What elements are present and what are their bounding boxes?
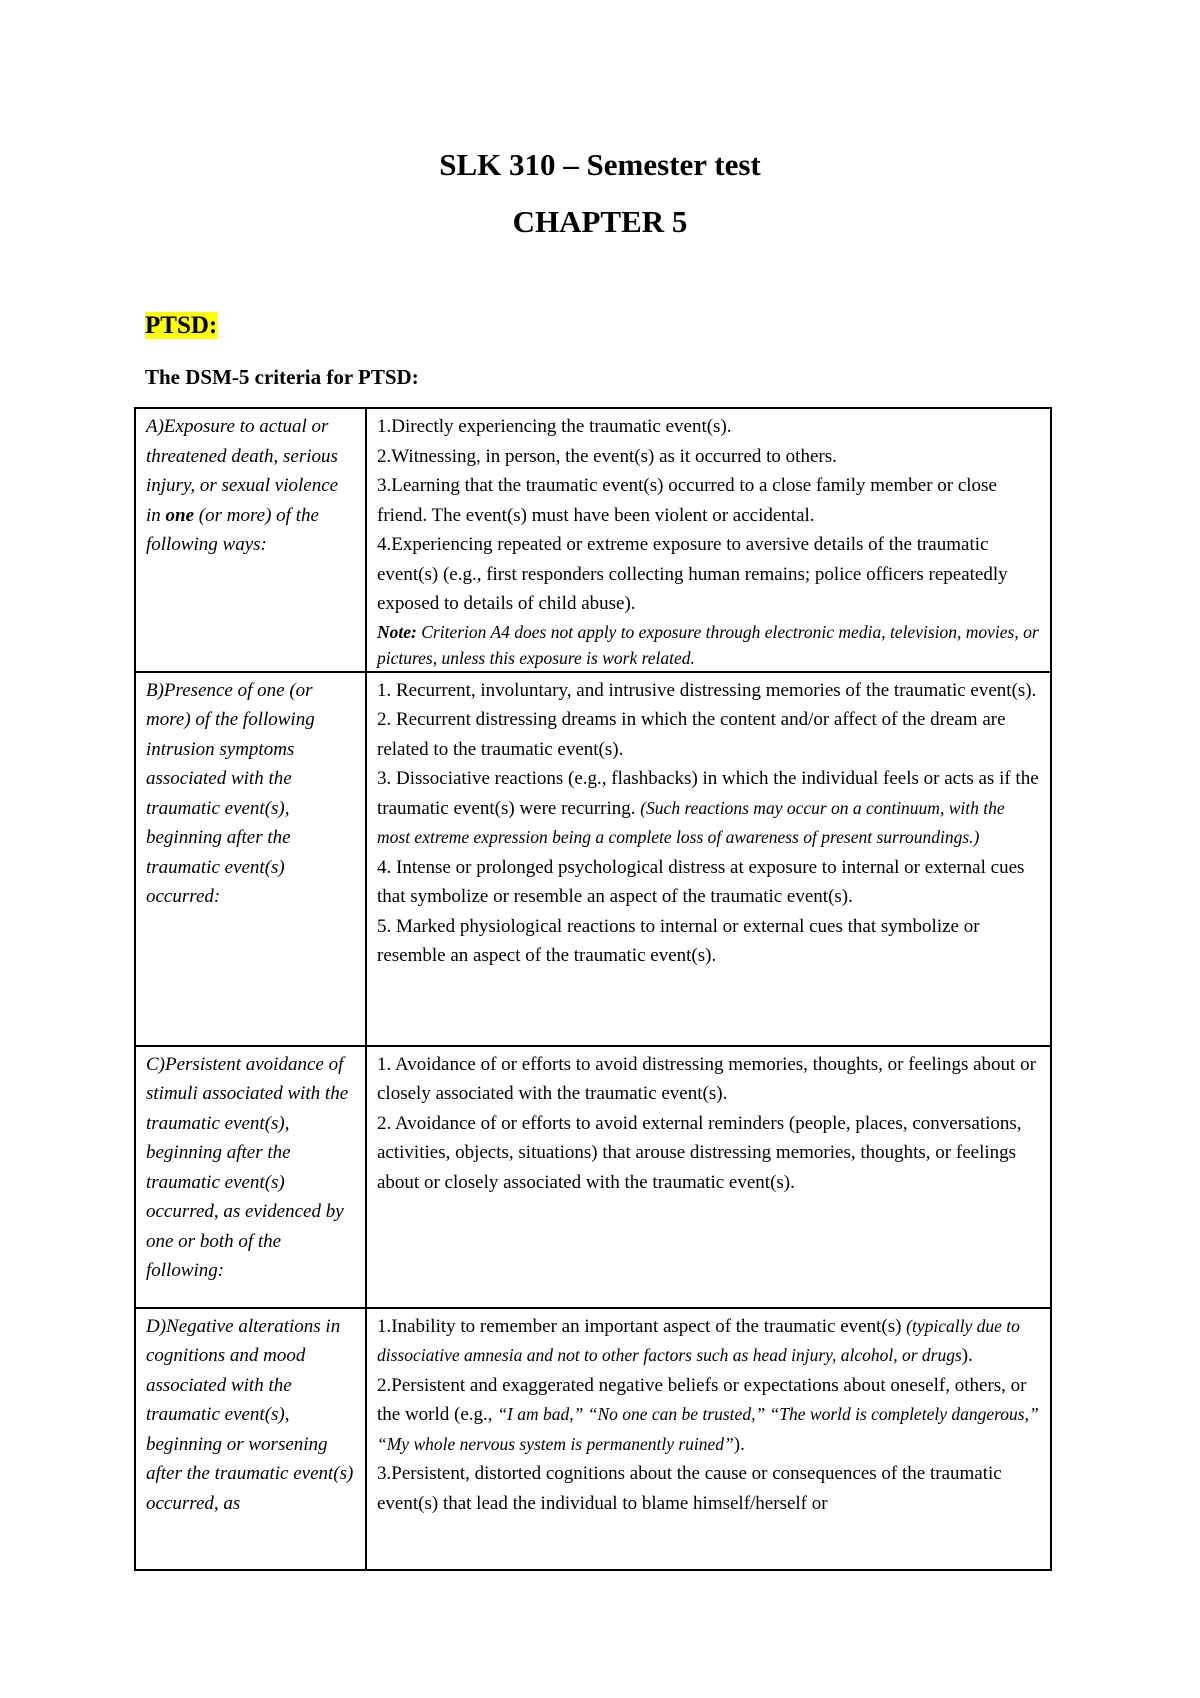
list-item: 3.Persistent, distorted cognitions about the cause or consequences of the traumatic event(s) that lead the individual to blame himself/herself or — [377, 1463, 1002, 1514]
item-text: ). — [961, 1345, 973, 1366]
item-text: 1.Inability to remember an important aspect of the traumatic event(s) — [377, 1315, 907, 1337]
item-italic-text: “I am bad,” “No one can be trusted,” “The world is completely dangerous,” “My whole nervous system is permanently ruined” — [377, 1404, 1039, 1454]
items-cell — [366, 1308, 1051, 1570]
highlighted-text: PTSD: — [145, 312, 218, 339]
criterion-cell — [135, 672, 366, 1046]
criterion-text: (or more) of the following ways: — [146, 504, 319, 555]
criterion-cell — [135, 1046, 366, 1308]
list-item: 2.Witnessing, in person, the event(s) as it occurred to others. — [377, 445, 837, 467]
criterion-text: B)Presence of one (or more) of the following intrusion symptoms associated with the traumatic event(s), beginning after the traumatic event(s) occurred: — [146, 679, 315, 907]
list-item — [377, 1371, 1042, 1460]
document-title: SLK 310 – Semester test — [439, 147, 761, 182]
criteria-table — [134, 407, 1052, 1571]
criterion-cell — [135, 408, 366, 672]
items-cell — [366, 1046, 1051, 1308]
list-item: 4. Intense or prolonged psychological distress at exposure to internal or external cues that symbolize or resemble an aspect of the traumatic event(s). — [377, 856, 1025, 907]
items-cell — [366, 672, 1051, 1046]
item-text: 3. Dissociative reactions (e.g., flashbacks) in which the individual feels or acts as if the traumatic event(s) were recurring. — [377, 768, 1039, 819]
list-item: 5. Marked physiological reactions to internal or external cues that symbolize or resemble an aspect of the traumatic event(s). — [377, 915, 980, 966]
note-text: Criterion A4 does not apply to exposure through electronic media, television, movies, or pictures, unless this exposure is work related. — [377, 621, 1039, 668]
list-item: 3.Learning that the traumatic event(s) occurred to a close family member or close friend. The event(s) must have been violent or accidental. — [377, 475, 997, 526]
table-row — [135, 1308, 1051, 1570]
list-item: 2. Recurrent distressing dreams in which the content and/or affect of the dream are related to the traumatic event(s). — [377, 709, 1006, 760]
list-item: 1.Directly experiencing the traumatic event(s). — [377, 416, 732, 437]
criterion-emphasis: one — [165, 504, 195, 526]
items-cell — [366, 408, 1051, 672]
list-item: 2. Avoidance of or efforts to avoid external reminders (people, places, conversations, activities, objects, situations) that arouse distressing memories, thoughts, or feelings about or closely associated with the traumatic event(s). — [377, 1112, 1022, 1193]
item-text: ). — [733, 1433, 745, 1455]
list-item: 1. Avoidance of or efforts to avoid distressing memories, thoughts, or feelings about or closely associated with the traumatic event(s). — [377, 1053, 1036, 1104]
criterion-text: A)Exposure to actual or threatened death, serious injury, or sexual violence in — [146, 416, 339, 526]
table-row — [135, 408, 1051, 672]
table-row — [135, 672, 1051, 1046]
criterion-text: D)Negative alterations in cognitions and mood associated with the traumatic event(s), beginning or worsening after the traumatic event(s) occurred, as — [146, 1315, 354, 1514]
list-item — [377, 764, 1042, 853]
note-label: Note: — [377, 621, 417, 642]
criterion-note — [377, 619, 1042, 671]
chapter-heading: CHAPTER 5 — [512, 204, 688, 239]
table-row — [135, 1046, 1051, 1308]
item-text: 2.Persistent and exaggerated negative beliefs or expectations about oneself, others, or the world (e.g., — [377, 1374, 1027, 1425]
criterion-text: C)Persistent avoidance of stimuli associated with the traumatic event(s), beginning after the traumatic event(s) occurred, as evidenced by one or both of the following: — [146, 1053, 349, 1281]
item-italic-text: (Such reactions may occur on a continuum, with the most extreme expression being a complete loss of awareness of present surroundings.) — [377, 797, 1005, 847]
section-heading — [145, 310, 217, 342]
list-item: 1. Recurrent, involuntary, and intrusive distressing memories of the traumatic event(s). — [377, 679, 1037, 701]
table-caption: The DSM-5 criteria for PTSD: — [145, 365, 419, 389]
criterion-cell — [135, 1308, 366, 1570]
list-item — [377, 1312, 1042, 1371]
list-item: 4.Experiencing repeated or extreme exposure to aversive details of the traumatic event(s) (e.g., first responders collecting human remains; police officers repeatedly exposed to details of child abuse). — [377, 534, 1008, 614]
item-italic-text: (typically due to dissociative amnesia and not to other factors such as head injury, alcohol, or drugs — [377, 1315, 1020, 1365]
